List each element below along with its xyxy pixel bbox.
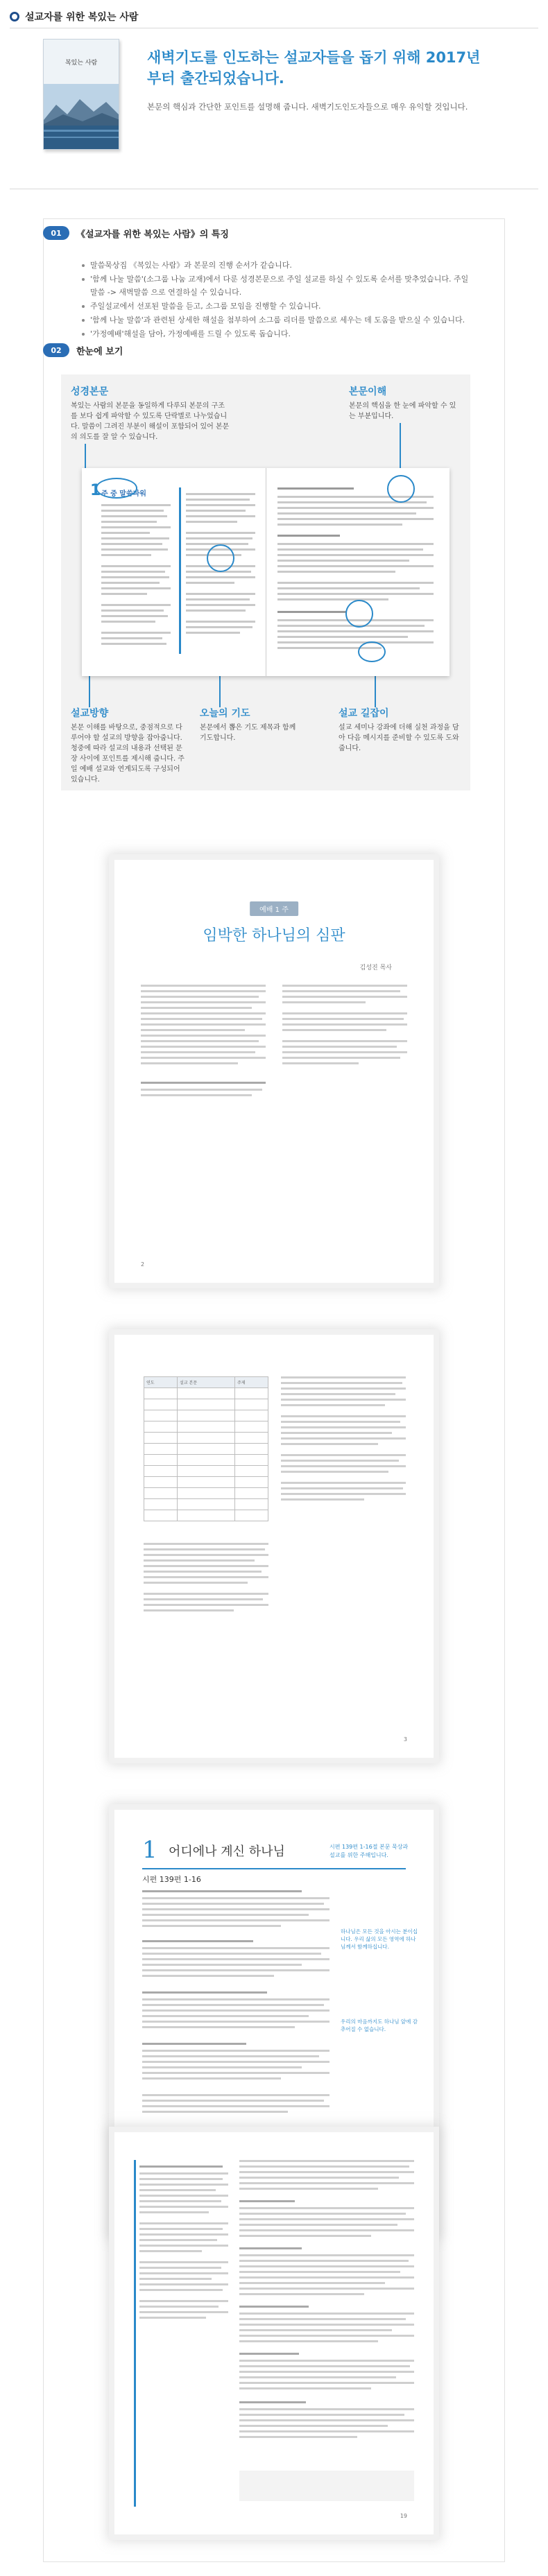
callout-text: 본문의 핵심을 한 눈에 파악할 수 있는 부분입니다. <box>349 402 456 420</box>
book-cover-landscape-icon <box>44 84 119 150</box>
hero-section <box>43 39 505 171</box>
table-header-row <box>144 1377 268 1388</box>
book-spread-preview <box>82 468 449 676</box>
page-folio: 2 <box>141 1261 145 1268</box>
table-row <box>144 1455 268 1466</box>
callout-title: 설교 길잡이 <box>339 708 389 719</box>
hero-headline: 새벽기도를 인도하는 설교자들을 돕기 위해 2017년부터 출간되었습니다. <box>147 49 481 87</box>
table-row <box>144 1488 268 1499</box>
callout-text: 설교 세미나 강좌에 더해 실천 과정을 담아 다음 메시지를 준비할 수 있도록 도와줍니다. <box>339 724 459 752</box>
page-folio: 3 <box>403 1736 407 1743</box>
highlight-ring <box>358 641 386 662</box>
table-header-cell: 주제 <box>234 1377 268 1388</box>
table-row <box>144 1499 268 1510</box>
table-row <box>144 1466 268 1477</box>
callout-guide <box>339 706 463 754</box>
table-row <box>144 1444 268 1455</box>
margin-note: 하나님은 모든 것을 아시는 분이십니다. 우리 삶의 모든 영역에 하나님께서 함께하십니다. <box>341 1928 418 1950</box>
spread-chapter-number: 1 <box>90 482 101 499</box>
table-row <box>144 1388 268 1399</box>
callout-scripture <box>71 384 230 442</box>
highlight-ring <box>96 478 137 499</box>
book-cover-image <box>43 39 119 150</box>
section-2-number: 02 <box>43 343 69 357</box>
highlight-ring <box>207 544 234 572</box>
callout-text: 본문 이해를 바탕으로, 중점적으로 다루어야 할 설교의 방향을 잡아줍니다. 청중에 따라 설교의 내용과 선택된 문장 사이에 포인트를 제시해 줍니다. 주일 예배 설교와 연계되도록 구성되어 있습니다. <box>71 724 185 784</box>
column-marker-bar <box>179 487 181 654</box>
table-header-cell: 설교 본문 <box>178 1377 235 1388</box>
hero-description: 본문의 핵심과 간단한 포인트를 설명해 줍니다. 새벽기도인도자들으로 매우 유익할 것입니다. <box>147 102 468 112</box>
callout-direction <box>71 706 189 785</box>
sample-page-1 <box>114 860 434 1283</box>
lesson-side-intro: 시편 139편 1-16절 본문 묵상과 설교를 위한 주해입니다. <box>329 1844 409 1858</box>
callout-text: 본문에서 뽑은 기도 제목과 함께 기도합니다. <box>200 724 296 742</box>
lesson-number: 1 <box>142 1836 157 1864</box>
book-cover-title: 복있는 사람 <box>65 60 98 67</box>
section-2-title: 한눈에 보기 <box>76 346 123 357</box>
lesson-scripture: 시편 139편 1-16 <box>142 1875 201 1884</box>
callout-title: 성경본문 <box>71 386 109 397</box>
table-row <box>144 1433 268 1444</box>
lesson-title: 어디에나 계신 하나님 <box>169 1844 285 1859</box>
highlight-ring <box>387 475 415 503</box>
callout-understanding <box>349 384 460 422</box>
feature-item: 말씀묵상집 《복있는 사람》과 본문의 진행 순서가 같습니다. <box>82 259 470 272</box>
feature-item: '함께 나눌 말씀'과 관련된 상세한 해설을 첨부하여 소그룹 리더를 말씀으로 세우는 데 도움을 받으실 수 있습니다. <box>82 313 470 327</box>
feature-list <box>82 259 470 341</box>
title-rule <box>142 1868 406 1869</box>
feature-item: 주일설교에서 선포된 말씀을 듣고, 소그룹 모임을 진행할 수 있습니다. <box>82 300 470 313</box>
callout-prayer <box>200 706 304 743</box>
sermon-table <box>144 1376 268 1521</box>
callout-text: 복있는 사람의 본문을 동일하게 다루되 본문의 구조를 보다 쉽게 파악할 수 있도록 단락별로 나누었습니다. 말씀이 그려진 부분이 해설이 포함되어 있어 본문의 의도를 잘 알 수 있습니다. <box>71 402 230 441</box>
table-header-cell: 연도 <box>144 1377 178 1388</box>
spread-chapter-label: 주 중 말씀파워 <box>101 490 146 498</box>
table-row <box>144 1421 268 1433</box>
sample-page-4 <box>114 2132 434 2534</box>
table-row <box>144 1477 268 1488</box>
section-1-title: 《설교자를 위한 복있는 사람》의 특징 <box>76 229 229 240</box>
table-row <box>144 1410 268 1421</box>
page-tag: 예배 1 주 <box>250 901 298 916</box>
table-row <box>144 1510 268 1521</box>
sample-page-2 <box>114 1335 434 1758</box>
callout-title: 설교방향 <box>71 708 109 719</box>
feature-item: '가정예배'해설을 담아, 가정예배를 드릴 수 있도록 돕습니다. <box>82 327 470 340</box>
section-2-header <box>43 343 123 357</box>
page-folio: 19 <box>400 2513 407 2519</box>
section-1-header <box>43 226 229 240</box>
page-byline: 김성진 목사 <box>359 965 392 971</box>
callout-title: 오늘의 기도 <box>200 708 250 719</box>
highlight-ring <box>345 600 373 628</box>
ring-bullet-icon <box>10 12 19 21</box>
margin-note: 우리의 마음까지도 하나님 앞에 감추어질 수 없습니다. <box>341 2019 418 2032</box>
annotated-spread-panel <box>61 374 470 790</box>
page-title: 설교자를 위한 복있는 사람 <box>25 12 139 23</box>
section-1-number: 01 <box>43 226 69 240</box>
feature-item: '함께 나눌 말씀'(소그룹 나눔 교재)에서 다룬 성경본문으로 주일 설교를 하실 수 있도록 순서를 맞추었습니다. 주일말씀 -> 새벽말씀 으로 연결하실 수 있습니다. <box>82 273 470 299</box>
table-row <box>144 1399 268 1410</box>
page-header <box>10 10 138 24</box>
callout-title: 본문이해 <box>349 386 387 397</box>
page-heading: 임박한 하나님의 심판 <box>203 927 345 944</box>
summary-box <box>239 2471 414 2501</box>
